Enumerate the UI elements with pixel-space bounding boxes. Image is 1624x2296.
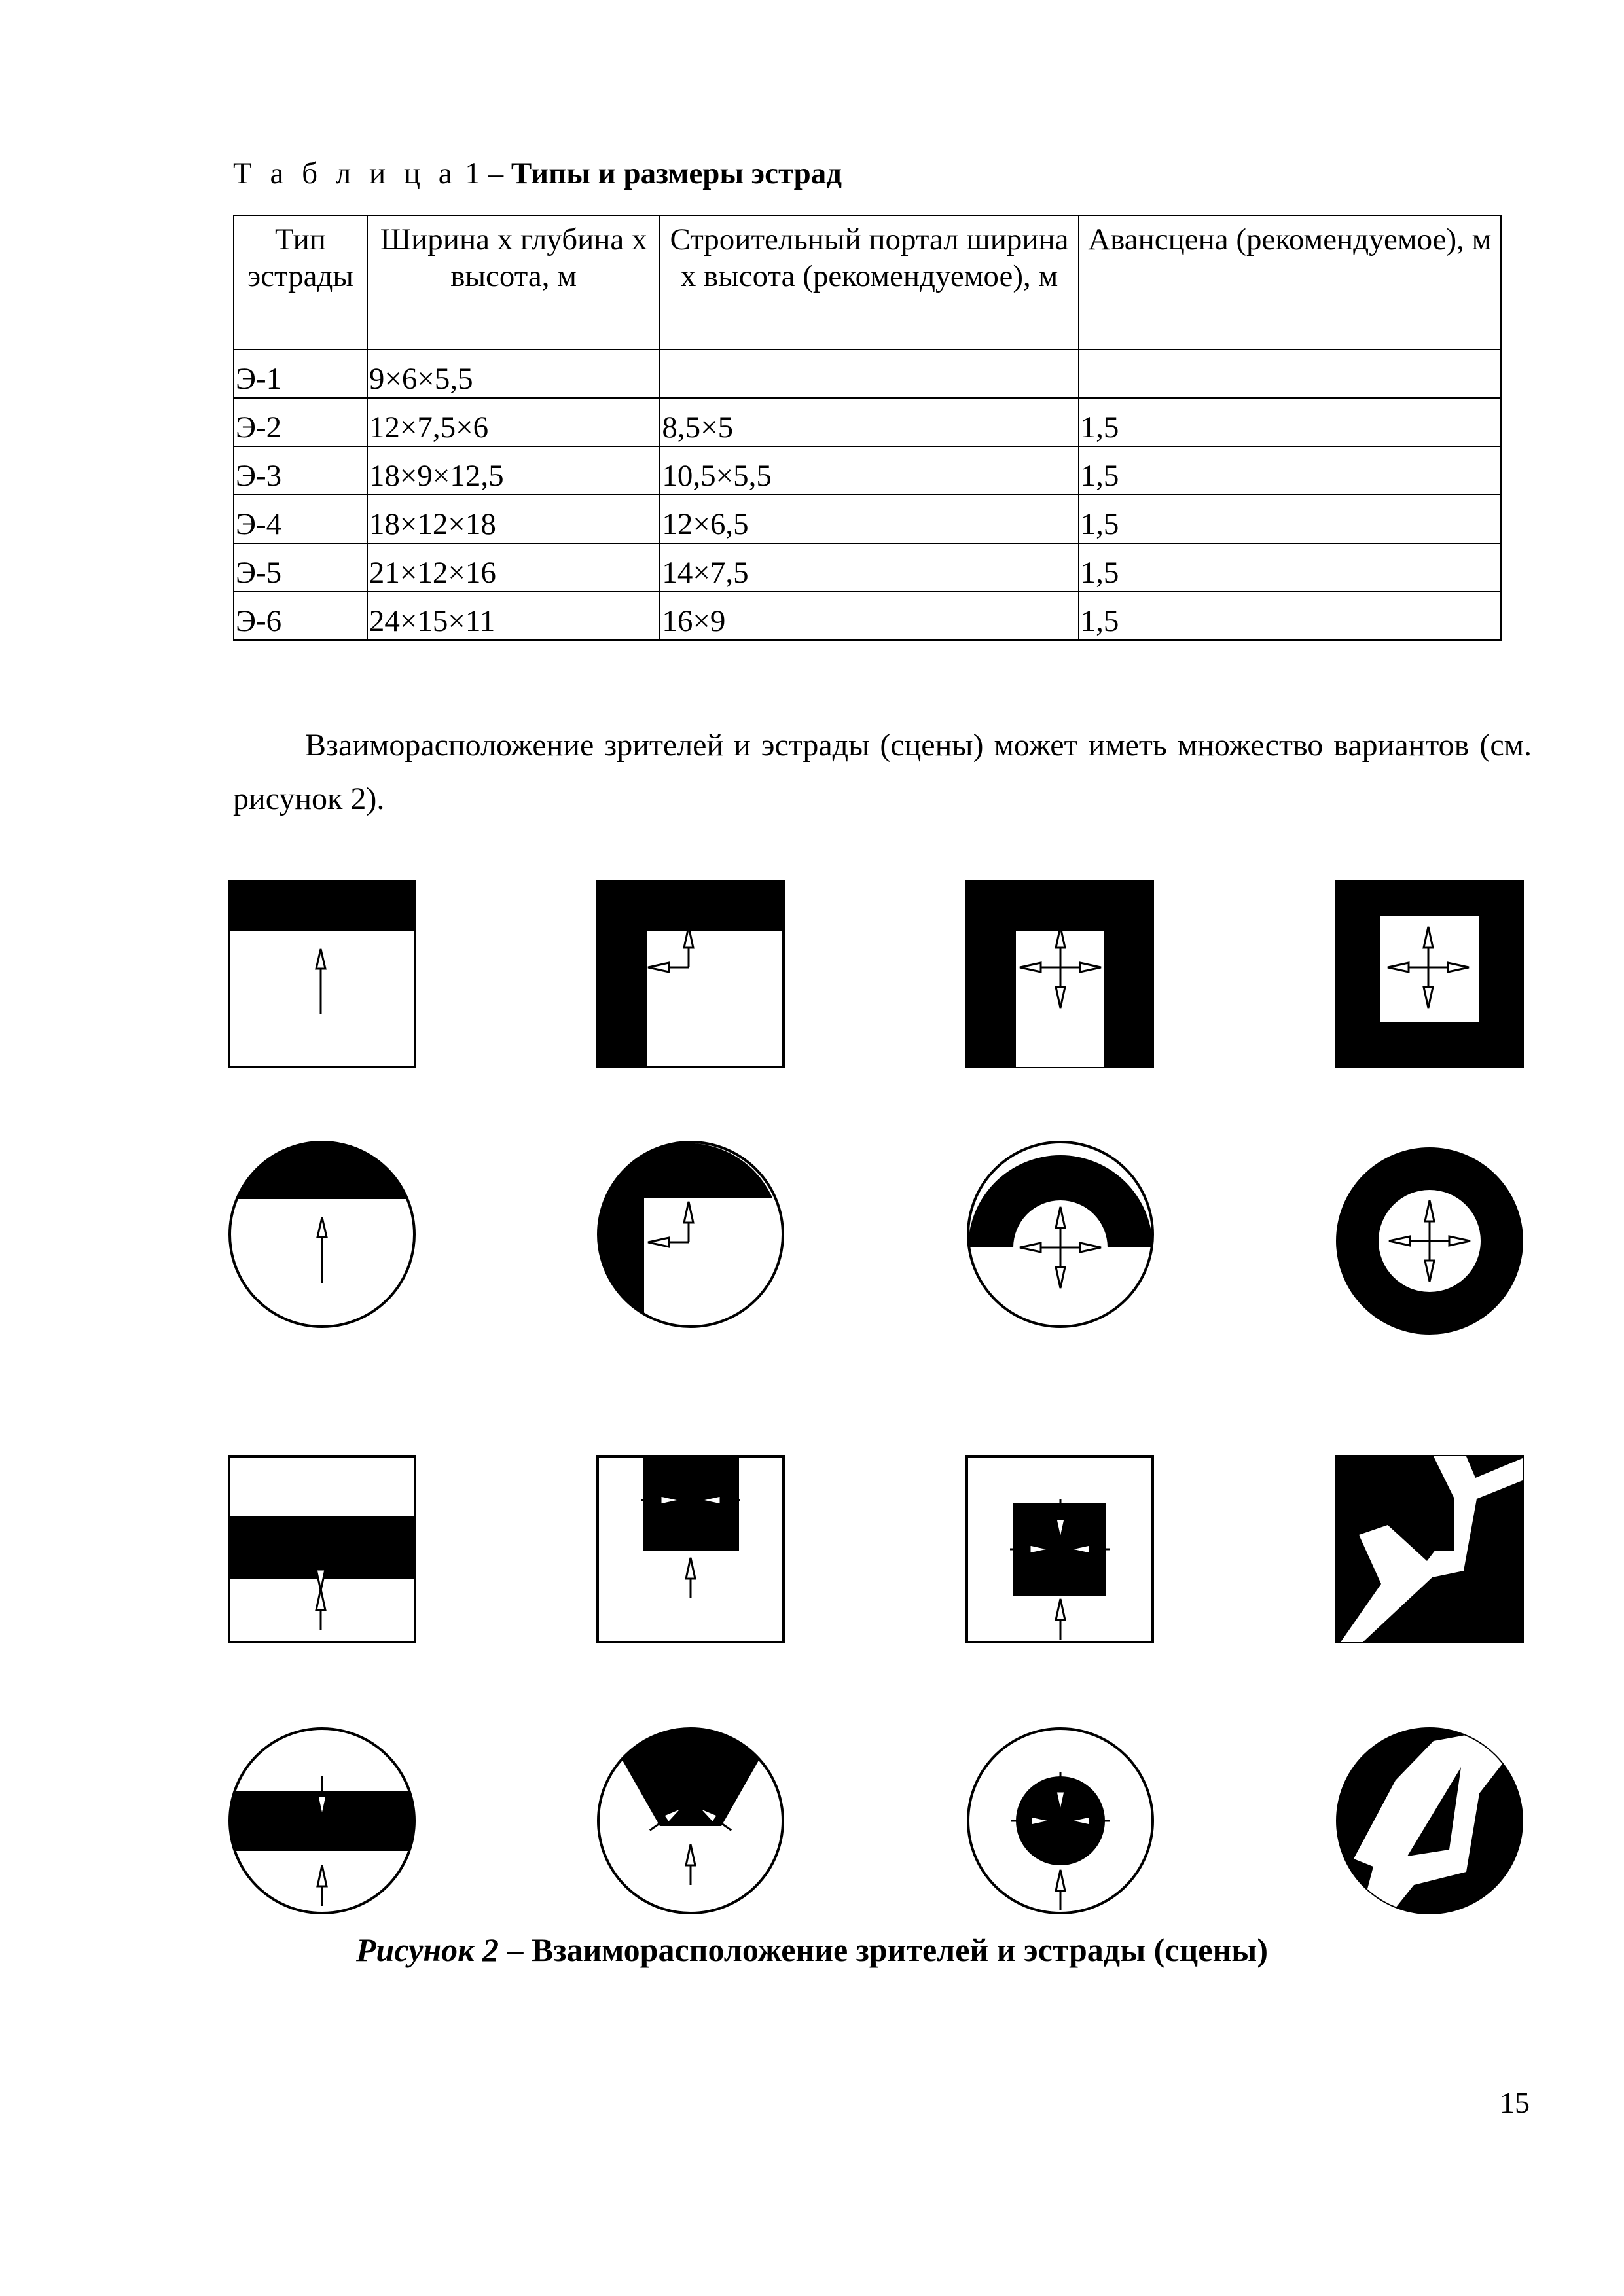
cell-portal: 14×7,5 [660, 543, 1078, 592]
table-row [234, 350, 1501, 398]
table-header-row [234, 215, 1501, 350]
table-caption [233, 156, 842, 191]
cell-type: Э-6 [234, 592, 367, 640]
cell-dimensions: 18×12×18 [367, 495, 660, 543]
cell-type: Э-3 [234, 446, 367, 495]
layout-square-central [1337, 881, 1523, 1067]
cell-proscenium: 1,5 [1079, 495, 1501, 543]
layout-circle-four-sided [968, 1729, 1153, 1913]
header-stage-type: Тип эстрады [234, 215, 367, 350]
table-row [234, 592, 1501, 640]
body-paragraph: Взаиморасположение зрителей и эстрады (сцены) может иметь множество вариантов (см. рисунок 2). [233, 728, 1532, 816]
header-portal: Строительный портал ширина х высота (рекомендуемое), м [660, 215, 1078, 350]
cell-dimensions: 9×6×5,5 [367, 350, 660, 398]
layout-square-four-sided [967, 1456, 1153, 1642]
layout-circle-two-sided [229, 1729, 415, 1913]
cell-proscenium: 1,5 [1079, 543, 1501, 592]
layout-square-frontal [229, 881, 415, 1067]
table-row [234, 543, 1501, 592]
header-proscenium: Авансцена (рекомендуемое), м [1079, 215, 1501, 350]
cell-dimensions: 24×15×11 [367, 592, 660, 640]
table-row [234, 446, 1501, 495]
cell-proscenium: 1,5 [1079, 398, 1501, 446]
layout-square-two-sided [229, 1456, 415, 1642]
cell-portal [660, 350, 1078, 398]
cell-type: Э-1 [234, 350, 367, 398]
cell-portal: 10,5×5,5 [660, 446, 1078, 495]
layout-square-corner [598, 881, 784, 1067]
cell-dimensions: 21×12×16 [367, 543, 660, 592]
figure-caption-label: Рисунок 2 [356, 1931, 499, 1968]
cell-dimensions: 12×7,5×6 [367, 398, 660, 446]
layout-circle-central [1337, 1149, 1522, 1333]
table-row [234, 495, 1501, 543]
cell-proscenium: 1,5 [1079, 446, 1501, 495]
audience-stage-diagram [0, 851, 1624, 1924]
cell-proscenium: 1,5 [1079, 592, 1501, 640]
cell-portal: 12×6,5 [660, 495, 1078, 543]
cell-portal: 16×9 [660, 592, 1078, 640]
header-dimensions: Ширина х глубина х высота, м [367, 215, 660, 350]
layout-circle-free [1337, 1728, 1525, 1918]
cell-portal: 8,5×5 [660, 398, 1078, 446]
page-number: 15 [1500, 2086, 1530, 2119]
layout-square-u-shape [967, 881, 1153, 1067]
layout-circle-corner [598, 1142, 783, 1327]
cell-type: Э-2 [234, 398, 367, 446]
table-caption-number: 1 – [465, 156, 504, 190]
layout-circle-arc [968, 1142, 1153, 1327]
cell-type: Э-5 [234, 543, 367, 592]
stage-sizes-table [233, 215, 1502, 641]
layout-circle-three-sided [598, 1729, 783, 1913]
table-caption-title: Типы и размеры эстрад [511, 156, 842, 190]
table-caption-prefix: Т а б л и ц а [233, 156, 458, 190]
layout-square-three-sided [598, 1456, 784, 1642]
figure-caption [0, 1931, 1624, 1969]
layout-circle-frontal [230, 1142, 414, 1327]
table-row [234, 398, 1501, 446]
cell-proscenium [1079, 350, 1501, 398]
figure-caption-dash: – [499, 1931, 532, 1968]
layout-square-free [1337, 1456, 1523, 1642]
cell-type: Э-4 [234, 495, 367, 543]
cell-dimensions: 18×9×12,5 [367, 446, 660, 495]
figure-caption-title: Взаиморасположение зрителей и эстрады (сцены) [532, 1931, 1268, 1968]
